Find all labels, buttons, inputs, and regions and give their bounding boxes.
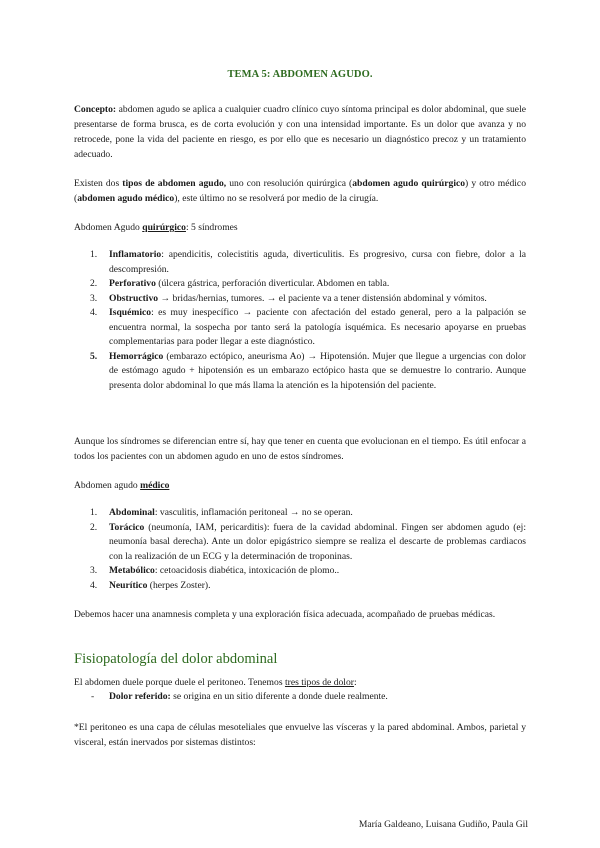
list-item-text: : es muy inespecífico → paciente con afectación del estado general, pero a la palpación se encuentra normal, la sospecha por tanto será la patología isquémica. Es necesario apoyarse en pruebas complementarias para poder llegar a este diagnóstico. — [109, 307, 526, 347]
page-title: TEMA 5: ABDOMEN AGUDO. — [227, 69, 373, 80]
tipos-text-2: uno con resolución quirúrgica ( — [226, 178, 353, 189]
list-item-text: : apendicitis, colecistitis aguda, diverticulitis. Es progresivo, cursa con fiebre, dolor a la descompresión. — [109, 249, 526, 275]
quirurgico-heading-post: : 5 síndromes — [185, 222, 238, 233]
list-item-label: Isquémico — [109, 307, 152, 318]
list-item-label: Obstructivo — [109, 292, 159, 304]
tipos-bold-2: abdomen agudo quirúrgico — [352, 178, 466, 189]
list-number: 2. — [90, 521, 98, 533]
fisio-list — [74, 690, 526, 705]
list-item-label: Neurítico — [109, 579, 148, 591]
medico-heading-underlined: médico — [140, 480, 170, 491]
list-item-label: Metabólico — [109, 565, 155, 576]
tipos-bold-1: tipos de abdomen agudo, — [122, 178, 227, 189]
list-number: 1. — [90, 507, 98, 518]
tipos-text-3: ) y otro médico ( — [74, 178, 526, 204]
list-number: 3. — [90, 565, 98, 576]
tipos-text-1: Existen dos — [74, 178, 123, 189]
list-item-text: (úlcera gástrica, perforación diverticular. Abdomen en tabla. — [155, 278, 390, 289]
quirurgico-list — [74, 248, 526, 393]
list-item-label: Inflamatorio — [109, 249, 162, 260]
sindromes-paragraph: Aunque los síndromes se diferencian entre sí, hay que tener en cuenta que evolucionan en el tiempo. Es útil enfocar a todos los pacientes con un abdomen agudo en uno de estos síndromes. — [74, 436, 526, 462]
fisio-intro-pre: El abdomen duele porque duele el peritoneo. Tenemos — [74, 677, 285, 688]
concepto-paragraph — [74, 102, 526, 162]
list-item-text: se origina en un sitio diferente a donde duele realmente. — [170, 691, 388, 702]
list-number: 4. — [90, 307, 98, 318]
concepto-text: abdomen agudo se aplica a cualquier cuadro clínico cuyo síntoma principal es dolor abdominal, que suele presentarse de forma brusca, es de corta evolución y con una intensidad importante. Es un dolor que avanza y no retrocede, pone la vida del paciente en riesgo, es por ello que es necesario un diagnóstico precoz y un tratamiento adecuado. — [74, 104, 526, 160]
list-item-text: : cetoacidosis diabética, intoxicación de plomo.. — [154, 565, 340, 576]
list-item — [74, 506, 526, 521]
list-item-text: → bridas/hernias, tumores. → el paciente va a tener distensión abdominal y vómitos. — [158, 292, 487, 304]
fisio-intro-underlined: tres tipos de dolor — [284, 677, 354, 688]
peritoneo-paragraph: *El peritoneo es una capa de células mesoteliales que envuelve las vísceras y la pared abdominal. Ambos, parietal y visceral, están inervados por sistemas distintos: — [74, 722, 526, 748]
medico-heading — [74, 478, 526, 493]
list-number: 5. — [90, 350, 98, 362]
list-item-text: : vasculitis, inflamación peritoneal → no se operan. — [154, 507, 353, 518]
medico-heading-pre: Abdomen agudo — [74, 480, 141, 491]
quirurgico-heading — [74, 220, 526, 235]
list-item — [74, 564, 526, 579]
list-item-label: Torácico — [109, 521, 145, 533]
list-dash: - — [91, 691, 95, 702]
list-number: 1. — [90, 249, 98, 260]
list-item — [74, 277, 526, 292]
concepto-label: Concepto: — [74, 104, 117, 115]
list-item-text: (neumonía, IAM, pericarditis): fuera de la cavidad abdominal. Fingen ser abdomen agudo (ej: neumonía basal derecha). Ante un dolor epigástrico siempre se realiza el descarte de problemas cardiacos con la realización de un ECG y la determinación de troponinas. — [109, 521, 526, 562]
list-item-label: Abdominal — [109, 507, 155, 518]
list-item-label: Hemorrágico — [109, 350, 164, 362]
tipos-paragraph — [74, 176, 526, 206]
list-item — [74, 306, 526, 350]
list-item — [74, 350, 526, 394]
quirurgico-heading-pre: Abdomen Agudo — [74, 222, 143, 233]
list-item — [74, 690, 526, 705]
footer-authors: María Galdeano, Luisana Gudiño, Paula Gil — [358, 819, 528, 830]
anamnesis-paragraph: Debemos hacer una anamnesis completa y una exploración física adecuada, acompañado de pruebas médicas. — [74, 609, 496, 620]
list-item-label: Perforativo — [109, 278, 156, 289]
list-number: 2. — [90, 278, 98, 289]
fisiopatologia-heading: Fisiopatología del dolor abdominal — [74, 651, 278, 667]
list-number: 4. — [90, 579, 98, 591]
list-item — [74, 248, 526, 277]
fisio-intro — [74, 675, 526, 690]
list-item — [74, 521, 526, 565]
fisio-intro-post: : — [353, 677, 357, 688]
list-item — [74, 579, 526, 594]
list-number: 3. — [90, 292, 98, 304]
medico-list — [74, 506, 526, 593]
list-item-text: (herpes Zoster). — [147, 579, 211, 591]
quirurgico-heading-underlined: quirúrgico — [142, 222, 186, 233]
tipos-bold-3: abdomen agudo médico — [77, 193, 175, 204]
list-item — [74, 292, 526, 307]
list-item-text: (embarazo ectópico, aneurisma Ao) → Hipotensión. Mujer que llegue a urgencias con dolor de estómago agudo + hipotensión es un embarazo ectópico hasta que se demuestre lo contrario. Aunque presenta dolor abdominal lo que más llama la atención es la hipotensión del paciente. — [109, 350, 526, 391]
list-item-label: Dolor referido: — [109, 691, 171, 702]
tipos-text-4: ), este último no se resolverá por medio de la cirugía. — [174, 193, 379, 204]
